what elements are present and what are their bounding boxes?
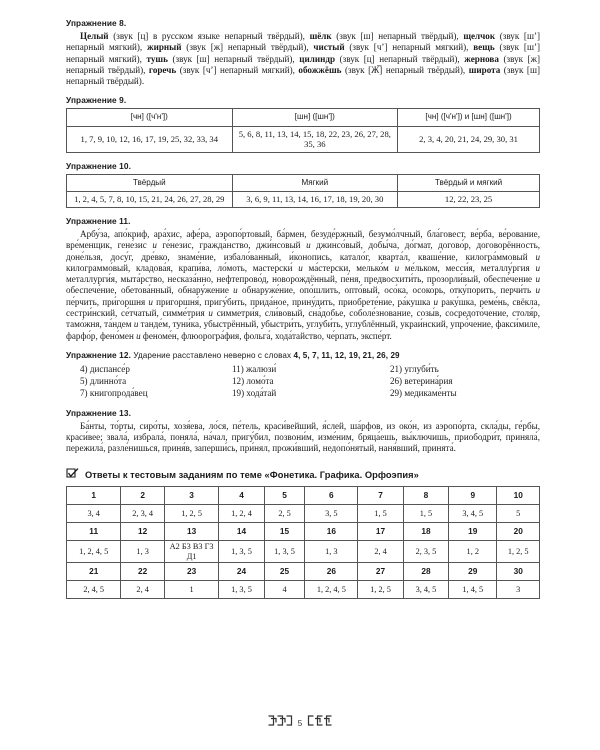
exercise-11-answer-text: Арбу́за, апо́криф, ара́хис, афе́ра, аэропо́ртовый, ба́рмен, безуде́ржный, безумо́лчный, бла́говест, ве́рба, ве́рование, вре́менщик, гене́зис и ге́незис, гражда́нство, джи́нсовый и джинсо́вый, добы́ча, до́гмат, догово́р, договорённость, доне́льзя, досу́г, дре́вко, знаме́ние, избало́ванный, и́конопись, катало́г, кварта́л, кваше́ние, килогра́ммовый и килограммо́вый, кладова́я, крапи́ва, ло́моть, мастерски́ и ма́стерски, мелько́м и ме́льком, месси́я, металлу́ргия и металлурги́я, мыта́рство, несказа́нно, нефтепрово́д, новорождённый, пе́ня, предвосхити́ть, прозорли́вый, обеспе́чение и обеспече́ние, обетова́нный, обнару́жение и обнаруже́ние, опо́шлить, опто́вый, осо́ка, осоко́рь, отку́порить, перчи́ть и пе́рчить, при́горшня и пригоршня́, пригу́бить, прида́ное, прину́дить, приобрете́ние, ра́кушка и раку́шка, реме́нь, свёкла, сестри́нский, се́тчатый, симме́трия и симметри́я, сли́вовый, сна́добье, соболе́знование, созы́в, сосредото́чение, столя́р, тамо́жня, та́ндем и танде́м, туни́ка, убыстрённый, убыстри́ть, углуби́ть, углублённый, украи́нский, упро́чение, факси́миле, фарфо́р, фено́мен и феноме́н, флюорогра́фия, фольга́, хода́тайство, че́рпать, экспе́рт. (66, 228, 541, 341)
table-row (67, 174, 540, 192)
table-row (67, 523, 540, 541)
table-cell: 19 (449, 523, 497, 541)
table-cell: 1, 2 (449, 541, 497, 563)
table-cell: 1, 4, 5 (449, 581, 497, 599)
table-cell: 11 (67, 523, 121, 541)
exercise-12-column-3 (382, 363, 540, 400)
table-cell: 25 (264, 563, 305, 581)
exercise-8-answer-text: Целый (звук [ц] в русском языке непарный твёрдый), шёлк (звук [ш] непарный твёрдый), щелчок (звук [ш’] непарный мягкий), жирный (звук [ж] непарный твёрдый), чистый (звук [ч’] непарный мягкий), вещь (звук [ш’] непарный мягкий), тушь (звук [ш] непарный твёрдый), цилиндр (звук [ц] непарный твёрдый), жернова (звук [ж] непарный твёрдый), горечь (звук [ч’] непарный мягкий), обожжёшь (звук [Ж̅] непарный твёрдый), широта (звук [ш] непарный твёрдый). (66, 31, 541, 87)
column-header: [чн] ([ч'н']) (67, 109, 233, 127)
list-item: 12) ломо́та (231, 376, 274, 387)
exercise-9-heading: Упражнение 9. (66, 95, 127, 106)
exercise-12-block (66, 350, 540, 400)
table-cell: 5 (497, 505, 540, 523)
table-cell: 5, 6, 8, 11, 13, 14, 15, 18, 22, 23, 26, 27, 28, 35, 36 (232, 126, 398, 152)
exercise-12-columns (66, 363, 540, 400)
column-header: Твёрдый (67, 174, 233, 192)
exercise-11-block (66, 216, 540, 342)
table-cell: 20 (497, 523, 540, 541)
table-row (67, 192, 540, 208)
table-cell: 3, 6, 9, 11, 13, 14, 16, 17, 18, 19, 20, 30 (232, 192, 398, 208)
table-cell: 1, 2, 5 (497, 541, 540, 563)
table-cell: 2 (121, 487, 165, 505)
table-cell: 22 (121, 563, 165, 581)
table-cell: 2, 3, 4 (121, 505, 165, 523)
column-header: Мягкий (232, 174, 398, 192)
table-cell: 3, 4 (67, 505, 121, 523)
table-cell: 26 (305, 563, 358, 581)
exercise-13-answer-text: Ба́нты, то́рты, сиро́ты, хозя́ева, ло́ся, пе́тель, краси́вейший, я́слей, ша́рфов, из око́н, из аэропо́рта, скла́ды, ге́рбы, краси́вее; звала́, избрала́, поняла́, на́чал, пригу́бил, позвони́м, изме́ним, бряца́ешь, вы́ключишь, приободри́т, приняла́, пережила́, разле́нишься, приня́в, заперши́сь, при́нял, прожи́вший, недопо́нятый, наня́вший, принята́. (66, 420, 540, 454)
table-cell: 2, 3, 4, 20, 21, 24, 29, 30, 31 (398, 126, 540, 152)
table-cell: 9 (449, 487, 497, 505)
table-cell: 16 (305, 523, 358, 541)
table-cell: 15 (264, 523, 305, 541)
table-cell: 13 (164, 523, 218, 541)
column-header: [чн] ([ч'н']) и [шн] ([шн']) (398, 109, 540, 127)
table-cell: 8 (403, 487, 448, 505)
table-cell: 23 (164, 563, 218, 581)
column-header: [шн] ([шн']) (232, 109, 398, 127)
list-item: 21) углуби́ть (389, 363, 439, 374)
exercise-13-block (66, 408, 540, 455)
exercise-10-block (66, 161, 540, 208)
table-cell: 1, 2, 5 (164, 505, 218, 523)
list-item: 7) книгопрода́вец (80, 388, 148, 399)
list-item: 19) хода́тай (231, 388, 277, 399)
list-item: 29) медикаме́нты (389, 388, 457, 399)
table-cell: 2, 5 (264, 505, 305, 523)
table-cell: 1, 3 (305, 541, 358, 563)
table-cell: 2, 3, 5 (403, 541, 448, 563)
table-cell: 2, 4 (358, 541, 403, 563)
table-cell: 4 (219, 487, 264, 505)
list-item: 4) диспансе́р (80, 363, 130, 374)
table-cell: 27 (358, 563, 403, 581)
table-cell: 1, 3, 5 (219, 581, 264, 599)
exercise-13-heading: Упражнение 13. (66, 407, 132, 418)
exercise-12-lead (131, 351, 400, 360)
list-item: 5) длинно́та (80, 376, 127, 387)
table-row (67, 505, 540, 523)
table-cell: 21 (67, 563, 121, 581)
exercise-10-table (66, 174, 540, 208)
table-cell: 1, 5 (403, 505, 448, 523)
table-cell: 12 (121, 523, 165, 541)
table-cell: 29 (449, 563, 497, 581)
table-row (67, 563, 540, 581)
table-cell: А2 Б3 В3 Г3 Д1 (164, 541, 218, 563)
table-cell: 1, 3, 5 (264, 541, 305, 563)
table-cell: 1 (67, 487, 121, 505)
list-item: 11) жалюзи́ (231, 363, 277, 374)
table-cell: 1 (164, 581, 218, 599)
table-cell: 4 (264, 581, 305, 599)
table-cell: 1, 2, 4, 5, 7, 8, 10, 15, 21, 24, 26, 27, 28, 29 (67, 192, 233, 208)
table-cell: 18 (403, 523, 448, 541)
table-cell: 3 (497, 581, 540, 599)
table-cell: 1, 7, 9, 10, 12, 16, 17, 19, 25, 32, 33, 34 (67, 126, 233, 152)
checkbox-check-icon (66, 468, 79, 481)
table-cell: 1, 2, 4, 5 (305, 581, 358, 599)
table-cell: 24 (219, 563, 264, 581)
table-cell: 1, 3, 5 (219, 541, 264, 563)
page-number: 5 (297, 718, 303, 728)
table-cell: 7 (358, 487, 403, 505)
table-row (67, 109, 540, 127)
page-footer (0, 714, 600, 732)
table-cell: 17 (358, 523, 403, 541)
answers-title: Ответы к тестовым заданиям по теме «Фонетика. Графика. Орфоэпия» (85, 469, 419, 480)
table-cell: 5 (264, 487, 305, 505)
exercise-12-lead-numbers: 4, 5, 7, 11, 12, 19, 21, 26, 29 (293, 350, 400, 360)
exercise-9-table (66, 108, 540, 153)
list-item: 26) ветерина́рия (389, 376, 453, 387)
ornament-right-icon (307, 714, 333, 732)
table-cell: 1, 2, 4, 5 (67, 541, 121, 563)
table-row (67, 126, 540, 152)
exercise-12-lead-text: Ударение расставлено неверно с словах (133, 350, 294, 360)
exercise-12-column-2 (224, 363, 382, 400)
table-row (67, 487, 540, 505)
table-row (67, 581, 540, 599)
exercise-8-block (66, 18, 540, 87)
ornament-left-icon (267, 714, 293, 732)
exercise-12-heading (66, 350, 540, 360)
table-cell: 28 (403, 563, 448, 581)
table-cell: 1, 5 (358, 505, 403, 523)
exercise-11-heading: Упражнение 11. (66, 215, 131, 226)
table-row (67, 541, 540, 563)
column-header: Твёрдый и мягкий (398, 174, 540, 192)
table-cell: 1, 3 (121, 541, 165, 563)
table-cell: 1, 2, 5 (358, 581, 403, 599)
table-cell: 3, 5 (305, 505, 358, 523)
table-cell: 1, 2, 4 (219, 505, 264, 523)
table-cell: 2, 4, 5 (67, 581, 121, 599)
table-cell: 10 (497, 487, 540, 505)
table-cell: 30 (497, 563, 540, 581)
table-cell: 12, 22, 23, 25 (398, 192, 540, 208)
exercise-9-block (66, 95, 540, 153)
table-cell: 6 (305, 487, 358, 505)
exercise-10-heading: Упражнение 10. (66, 160, 132, 171)
answers-table (66, 486, 540, 599)
exercise-12-label: Упражнение 12. (66, 349, 132, 360)
answers-section-heading (66, 468, 540, 481)
table-cell: 14 (219, 523, 264, 541)
table-cell: 2, 4 (121, 581, 165, 599)
exercise-12-column-1 (66, 363, 224, 400)
exercise-8-heading: Упражнение 8. (66, 18, 127, 28)
table-cell: 3, 4, 5 (449, 505, 497, 523)
table-cell: 3 (164, 487, 218, 505)
answers-table-body (67, 487, 540, 599)
table-cell: 3, 4, 5 (403, 581, 448, 599)
